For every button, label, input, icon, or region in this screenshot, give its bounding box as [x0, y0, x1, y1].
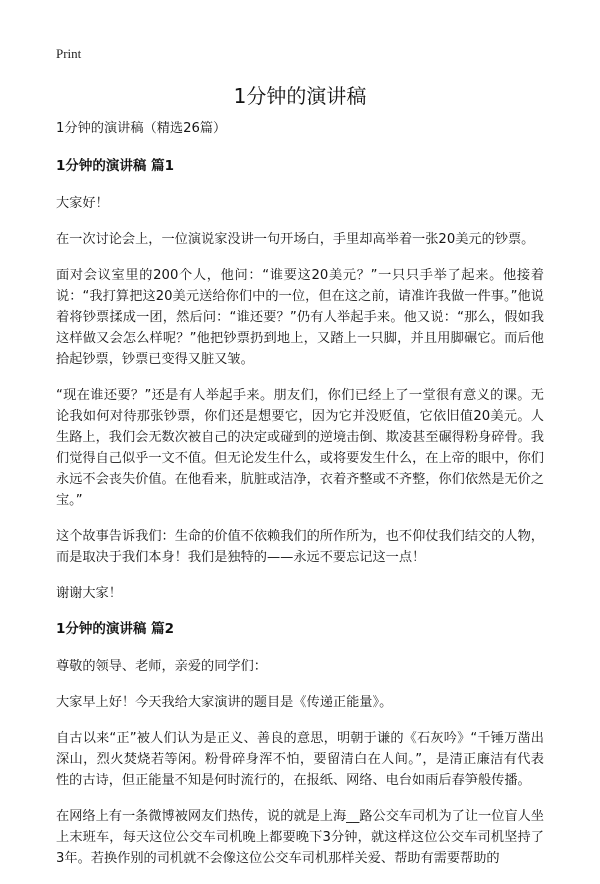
- paragraph: 大家好！: [56, 196, 109, 211]
- paragraph: 尊敬的领导、老师，亲爱的同学们：: [56, 659, 267, 674]
- article-subtitle: 1分钟的演讲稿（精选26篇）: [56, 121, 227, 136]
- article-body: [56, 118, 544, 884]
- paragraph: 面对会议室里的200个人，他问：“谁要这20美元？”一只只手举了起来。他接着说：“我打算把这20美元送给你们中的一位，但在这之前，请准许我做一件事。”他说着将钞票揉成一团，然后问：“谁还要？”仍有人举起手来。他又说：“那么，假如我这样做又会怎么样呢？”他把钞票扔到地上，又踏上一只脚，并且用脚碾它。而后他拾起钞票，钞票已变得又脏又皱。: [56, 268, 544, 367]
- paragraph: 在网络上有一条微博被网友们热传，说的就是上海__路公交车司机为了让一位盲人坐上末班车，每天这位公交车司机晚上都要晚下3分钟，就这样这位公交车司机坚持了3年。若换作别的司机就不会像这位公交车司机那样关爱、帮助有需要帮助的: [56, 809, 544, 866]
- paragraph: 大家早上好！今天我给大家演讲的题目是《传递正能量》。: [56, 695, 393, 710]
- print-link[interactable]: Print: [56, 46, 82, 61]
- paragraph: 自古以来“正”被人们认为是正义、善良的意思，明朝于谦的《石灰吟》“千锤万凿出深山，烈火焚烧若等闲。粉骨碎身浑不怕，要留清白在人间。”，是清正廉洁有代表性的古诗，但正能量不知是何时流行的，在报纸、网络、电台如雨后春笋般传播。: [56, 731, 544, 788]
- section-heading-1: 1分钟的演讲稿 篇1: [56, 158, 174, 174]
- section-heading-2: 1分钟的演讲稿 篇2: [56, 621, 174, 637]
- paragraph: “现在谁还要？”还是有人举起手来。朋友们，你们已经上了一堂很有意义的课。无论我如何对待那张钞票，你们还是想要它，因为它并没贬值，它依旧值20美元。人生路上，我们会无数次被自己的决定或碰到的逆境击倒、欺凌甚至碾得粉身碎骨。我们觉得自己似乎一文不值。但无论发生什么，或将要发生什么，在上帝的眼中，你们永远不会丧失价值。在他看来，肮脏或洁净，衣着齐整或不齐整，你们依然是无价之宝。”: [56, 388, 544, 508]
- paragraph: 谢谢大家！: [56, 586, 122, 601]
- paragraph: 在一次讨论会上，一位演说家没讲一句开场白，手里却高举着一张20美元的钞票。: [56, 232, 535, 247]
- paragraph: 这个故事告诉我们：生命的价值不依赖我们的所作所为，也不仰仗我们结交的人物，而是取决于我们本身！我们是独特的——永远不要忘记这一点！: [56, 529, 544, 565]
- page-title: 1分钟的演讲稿: [233, 84, 367, 108]
